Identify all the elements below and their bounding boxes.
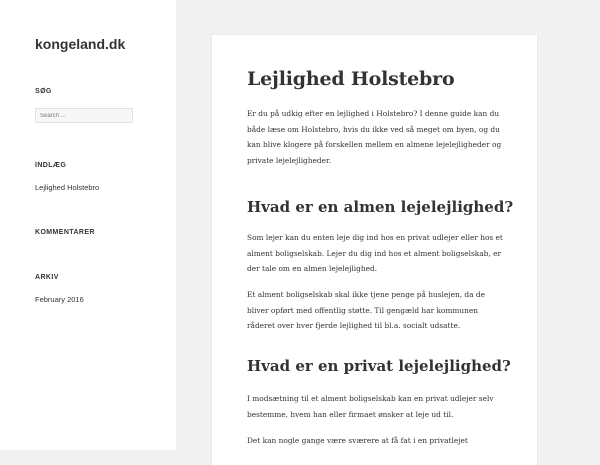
search-widget-title: SØG [35, 88, 52, 95]
comments-widget-title: KOMMENTARER [35, 229, 95, 236]
section-almen-paragraph-2: Et alment boligselskab skal ikke tjene penge på huslejen, da de bliver opført med offentlig støtte. Til gengæld har kommunen råderet over hver fjerde lejlighed til bl.a. socialt udsatte. [247, 290, 485, 330]
intro-paragraph: Er du på udkig efter en lejlighed i Holstebro? I denne guide kan du både læse om Holstebro, hvis du ikke ved så meget om byen, og du kan blive klogere på forskellen mellem en almene lejelejligheder og private lejelejligheder. [247, 109, 502, 165]
section-privat-paragraph-2: Det kan nogle gange være sværere at få fat i en privatlejet [247, 436, 468, 445]
site-title-link[interactable]: kongeland.dk [35, 36, 126, 52]
section-heading-almen: Hvad er en almen lejelejlighed? [247, 198, 514, 216]
section-privat-paragraph-1: I modsætning til et alment boligselskab kan en privat udlejer selv bestemme, hvem han eller firmaet ønsker at leje ud til. [247, 394, 494, 419]
posts-widget-title: INDLÆG [35, 162, 67, 169]
archive-widget-title: ARKIV [35, 274, 59, 281]
main-content [212, 35, 537, 465]
section-almen-paragraph-1: Som lejer kan du enten leje dig ind hos en privat udlejer eller hos et alment boligselskab. Lejer du dig ind hos et alment boligselskab, er der tale om en almen lejelejlighed. [247, 233, 503, 273]
archive-link-february-2016[interactable]: February 2016 [35, 295, 84, 304]
post-link-lejlighed-holstebro[interactable]: Lejlighed Holstebro [35, 183, 100, 192]
section-heading-privat: Hvad er en privat lejelejlighed? [247, 357, 511, 375]
search-input[interactable] [35, 108, 133, 123]
sidebar [0, 0, 176, 450]
article-title: Lejlighed Holstebro [247, 68, 455, 90]
